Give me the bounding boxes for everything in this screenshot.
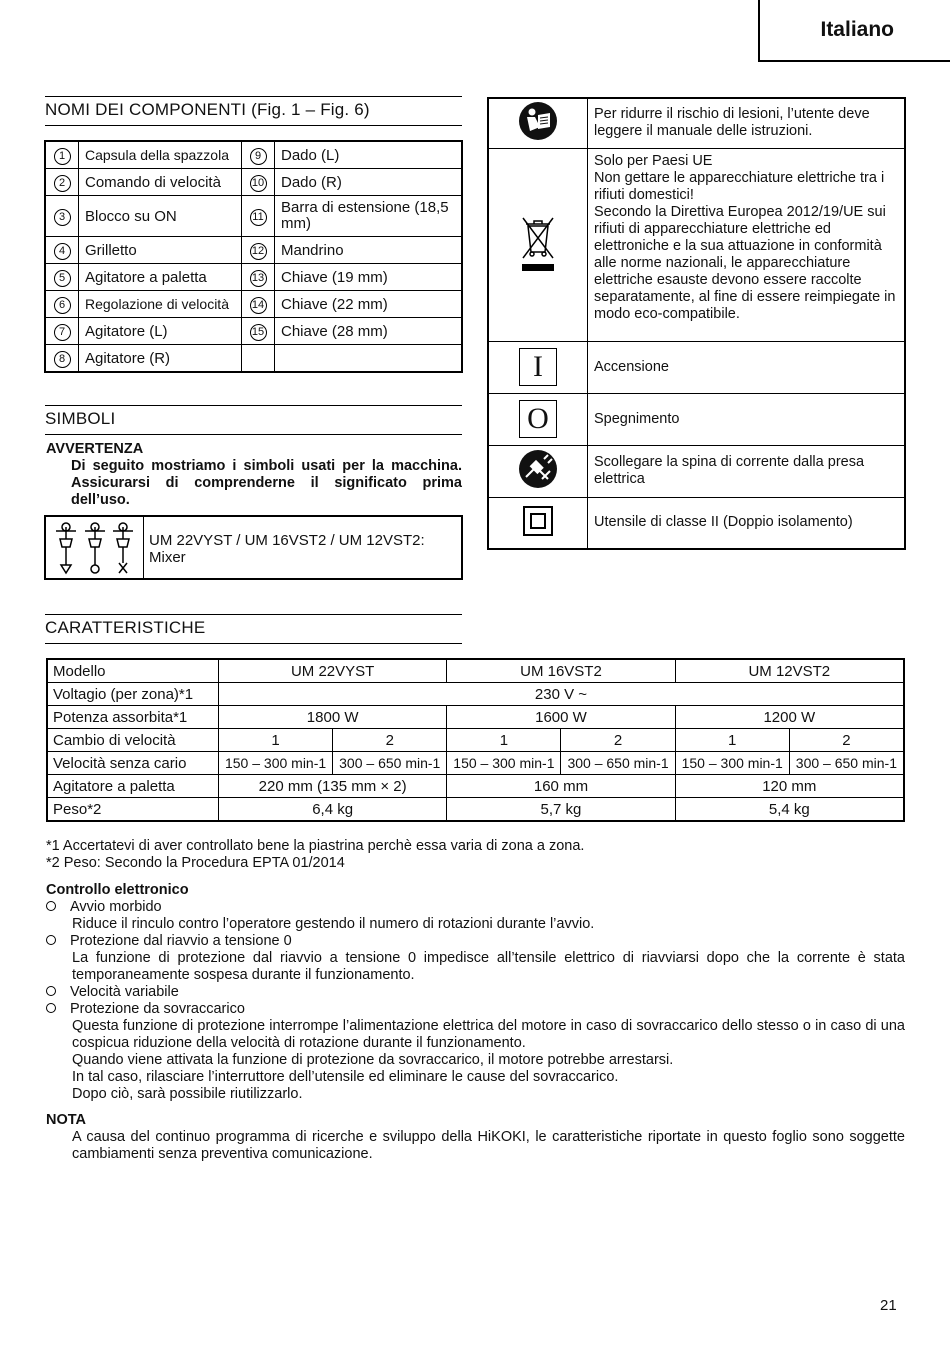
language-tab [758, 0, 950, 62]
electronic-list [46, 899, 905, 1103]
voltage-cell: 230 V ~ [219, 683, 905, 706]
mixer-box [44, 515, 463, 580]
bullet-icon [46, 986, 56, 996]
symbol-text-off: Spegnimento [588, 393, 906, 445]
electronic-item-title [46, 933, 905, 950]
electronic-item-title-text: Velocità variabile [70, 984, 179, 1000]
symbols-heading [45, 405, 462, 435]
power-cell: 1200 W [675, 706, 904, 729]
electronic-item-title-text: Protezione da sovraccarico [70, 1001, 245, 1017]
component-number: 12 [250, 243, 267, 260]
paddle-cell: 160 mm [447, 775, 675, 798]
electronic-item-text: La funzione di protezione dal riavvio a tensione 0 impedisce all’tensile elettrico di riavviarsi dopo che la corrente è stata temporaneamente sospesa durante il funzionamento. [72, 950, 905, 983]
noload-cell: 300 – 650 min-1 [561, 752, 675, 775]
symbols-heading-text: SIMBOLI [45, 409, 116, 428]
spec-label: Modello [47, 659, 219, 683]
paddle-cell: 220 mm (135 mm × 2) [219, 775, 447, 798]
symbol-row [488, 445, 905, 497]
component-number: 14 [250, 297, 267, 314]
electronic-heading: Controllo elettronico [46, 882, 189, 898]
component-label: Regolazione di velocità [85, 296, 229, 312]
bullet-icon [46, 1003, 56, 1013]
spec-note-1: *1 Accertatevi di aver controllato bene la piastrina perchè essa varia di zona a zona. [46, 838, 585, 854]
spec-label: Cambio di velocità [47, 729, 219, 752]
component-label: Grilletto [85, 241, 137, 259]
speed-change-cell: 2 [789, 729, 904, 752]
component-number: 8 [54, 351, 71, 368]
spec-row-model [47, 659, 904, 683]
electronic-item-title-text: Avvio morbido [70, 899, 162, 915]
warning-title: AVVERTENZA [46, 441, 144, 457]
weight-cell: 5,4 kg [675, 798, 904, 822]
electronic-item-text: Questa funzione di protezione interrompe l’alimentazione elettrica del motore in caso di sovraccarico dello stesso o in caso di una cospicua riduzione della velocità di rotazione durante il funzionamento. Quando viene attivata la funzione di protezione da sovraccarico, il motore potrebbe arrestarsi. In tal caso, rilasciare l’interruttore dell’utensile ed eliminare le cause del sovraccarico. Dopo ciò, sarà possibile riutilizzarlo. [72, 1018, 905, 1102]
component-label: Agitatore a paletta [85, 268, 207, 286]
component-row [45, 345, 462, 373]
spec-row-paddle [47, 775, 904, 798]
weight-cell: 6,4 kg [219, 798, 447, 822]
component-number: 13 [250, 270, 267, 287]
component-label: Capsula della spazzola [85, 147, 229, 163]
component-number: 2 [54, 175, 71, 192]
component-number: 5 [54, 270, 71, 287]
spec-row-speed-change [47, 729, 904, 752]
warning-text: Di seguito mostriamo i simboli usati per la macchina. Assicurarsi di comprenderne il significato prima dell’uso. [71, 458, 462, 508]
power-on-glyph: I [519, 348, 557, 386]
paddle-cell: 120 mm [675, 775, 904, 798]
symbol-text-class-ii: Utensile di classe II (Doppio isolamento) [588, 497, 906, 549]
electronic-item-title [46, 1001, 905, 1018]
symbol-text-on: Accensione [588, 341, 906, 393]
component-row [45, 318, 462, 345]
weight-cell: 5,7 kg [447, 798, 675, 822]
component-number: 3 [54, 209, 71, 226]
component-number: 10 [250, 175, 267, 192]
power-on-icon [488, 341, 588, 393]
electronic-item-text: Riduce il rinculo contro l’operatore gestendo il numero di rotazioni durante l’avvio. [72, 916, 595, 932]
component-number: 15 [250, 324, 267, 341]
spec-label: Voltagio (per zona)*1 [47, 683, 219, 706]
model-cell: UM 22VYST [219, 659, 447, 683]
symbol-text-weee: Solo per Paesi UE Non gettare le apparecchiature elettriche tra i rifiuti domestici! Secondo la Direttiva Europea 2012/19/UE sui rifiuti di apparecchiature elettriche ed elettroniche e la sua attuazione in conformità alle norme nazionali, le apparecchiature elettriche esauste devono essere raccolte separatamente, al fine di essere reimpiegate in modo eco-compatibile. [588, 148, 906, 341]
component-number: 11 [250, 209, 267, 226]
symbol-row [488, 497, 905, 549]
power-off-glyph: O [519, 400, 557, 438]
symbol-row [488, 341, 905, 393]
model-cell: UM 12VST2 [675, 659, 904, 683]
spec-note-2: *2 Peso: Secondo la Procedura EPTA 01/2014 [46, 855, 345, 871]
nota-text: A causa del continuo programma di ricerche e sviluppo della HiKOKI, le caratteristiche riportate in questo foglio sono soggette cambiamenti senza preventiva comunicazione. [72, 1129, 905, 1162]
specs-table [46, 658, 905, 822]
symbol-text-read-manual: Per ridurre il rischio di lesioni, l’utente deve leggere il manuale delle istruzioni. [588, 98, 906, 148]
mixer-label: UM 22VYST / UM 16VST2 / UM 12VST2: Mixer [149, 532, 425, 566]
component-label: Barra di estensione (18,5 mm) [281, 199, 449, 232]
component-label: Agitatore (R) [85, 349, 171, 367]
noload-cell: 150 – 300 min-1 [675, 752, 789, 775]
component-row [45, 264, 462, 291]
component-label: Dado (L) [281, 146, 340, 164]
spec-row-voltage [47, 683, 904, 706]
mixer-icon [46, 517, 144, 578]
noload-cell: 300 – 650 min-1 [333, 752, 447, 775]
spec-label: Agitatore a paletta [47, 775, 219, 798]
power-cell: 1800 W [219, 706, 447, 729]
symbol-row [488, 148, 905, 341]
bullet-icon [46, 901, 56, 911]
component-number: 7 [54, 324, 71, 341]
read-manual-icon [488, 98, 588, 148]
component-label: Dado (R) [281, 173, 342, 191]
component-label: Blocco su ON [85, 207, 177, 225]
components-table [44, 140, 463, 373]
noload-cell: 150 – 300 min-1 [219, 752, 333, 775]
symbols-table [487, 97, 906, 550]
spec-row-power [47, 706, 904, 729]
specs-heading [45, 614, 462, 644]
symbol-row [488, 98, 905, 148]
component-row [45, 291, 462, 318]
speed-change-cell: 1 [447, 729, 561, 752]
component-label: Agitatore (L) [85, 322, 168, 340]
component-label: Chiave (19 mm) [281, 268, 388, 286]
component-label: Comando di velocità [85, 173, 221, 191]
symbol-row [488, 393, 905, 445]
component-row [45, 141, 462, 169]
component-label: Chiave (28 mm) [281, 322, 388, 340]
component-row [45, 169, 462, 196]
component-number: 1 [54, 148, 71, 165]
bullet-icon [46, 935, 56, 945]
class-ii-icon [488, 497, 588, 549]
electronic-item-title-text: Protezione dal riavvio a tensione 0 [70, 933, 292, 949]
specs-heading-text: CARATTERISTICHE [45, 618, 206, 637]
component-row [45, 237, 462, 264]
electronic-item-title [46, 899, 905, 916]
component-number: 9 [250, 148, 267, 165]
component-number: 4 [54, 243, 71, 260]
power-off-icon [488, 393, 588, 445]
component-number: 6 [54, 297, 71, 314]
symbol-text-unplug: Scollegare la spina di corrente dalla presa elettrica [588, 445, 906, 497]
component-row [45, 196, 462, 237]
speed-change-cell: 1 [675, 729, 789, 752]
component-label: Chiave (22 mm) [281, 295, 388, 313]
spec-label: Peso*2 [47, 798, 219, 822]
model-cell: UM 16VST2 [447, 659, 675, 683]
speed-change-cell: 1 [219, 729, 333, 752]
noload-cell: 150 – 300 min-1 [447, 752, 561, 775]
electronic-item-title [46, 984, 905, 1001]
unplug-icon [488, 445, 588, 497]
power-cell: 1600 W [447, 706, 675, 729]
nota-heading: NOTA [46, 1112, 87, 1128]
noload-cell: 300 – 650 min-1 [789, 752, 904, 775]
weee-bin-icon [488, 148, 588, 341]
component-label: Mandrino [281, 241, 344, 259]
components-heading [45, 96, 462, 126]
spec-label: Potenza assorbita*1 [47, 706, 219, 729]
language-label: Italiano [820, 18, 894, 41]
spec-row-weight [47, 798, 904, 822]
spec-row-noload [47, 752, 904, 775]
spec-label: Velocità senza cario [47, 752, 219, 775]
components-heading-text: NOMI DEI COMPONENTI (Fig. 1 – Fig. 6) [45, 100, 370, 119]
speed-change-cell: 2 [333, 729, 447, 752]
speed-change-cell: 2 [561, 729, 675, 752]
page-number: 21 [880, 1297, 897, 1314]
